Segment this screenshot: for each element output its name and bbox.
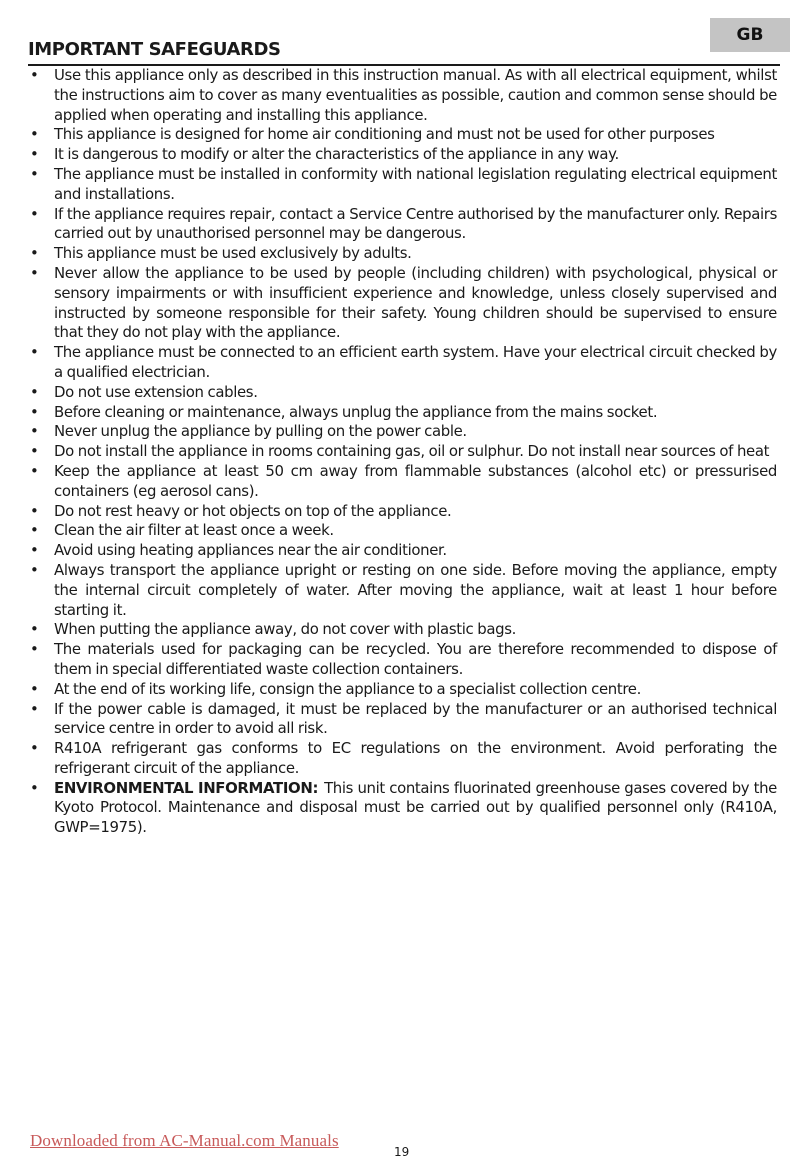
bullet: • xyxy=(30,263,39,282)
list-item xyxy=(28,700,777,740)
list-item xyxy=(28,680,777,700)
list-item-text: R410A refrigerant gas conforms to EC regulations on the environment. Avoid perforating the refrigerant circuit of the appliance. xyxy=(54,739,777,777)
list-item-text: Do not use extension cables. xyxy=(54,382,258,401)
list-item-text: The appliance must be installed in conformity with national legislation regulating electrical equipment and installations. xyxy=(54,164,777,203)
list-item xyxy=(28,383,777,403)
bullet: • xyxy=(30,442,39,461)
page-number: 19 xyxy=(394,1145,410,1159)
safeguards-list xyxy=(28,66,777,838)
list-item-text: This appliance is designed for home air conditioning and must not be used for other purposes xyxy=(54,125,715,144)
list-item-text: This appliance must be used exclusively by adults. xyxy=(54,244,412,263)
list-item-text: Never allow the appliance to be used by people (including children) with psychological, physical or sensory impairments or with insufficient experience and knowledge, unless closely supervised and instructed by someone responsible for their safety. Young children should be supervised to ensure that they do not play with the appliance. xyxy=(54,263,777,342)
list-item-text: Use this appliance only as described in this instruction manual. As with all electrical equipment, whilst the instructions aim to cover as many eventualities as possible, caution and common sense should be applied when operating and installing this appliance. xyxy=(54,66,777,124)
bullet: • xyxy=(30,560,39,579)
list-item xyxy=(28,343,777,383)
language-tab: GB xyxy=(710,18,790,52)
bullet: • xyxy=(30,461,39,480)
download-source-link[interactable]: Downloaded from AC-Manual.com Manuals xyxy=(30,1131,339,1150)
list-item xyxy=(28,205,777,245)
list-item xyxy=(28,145,777,165)
bullet: • xyxy=(30,244,39,263)
bullet: • xyxy=(30,739,39,758)
bullet: • xyxy=(30,164,39,183)
bullet: • xyxy=(30,343,39,362)
bullet: • xyxy=(30,382,39,401)
list-item-text: At the end of its working life, consign the appliance to a specialist collection centre. xyxy=(54,679,641,698)
list-item-text: Never unplug the appliance by pulling on the power cable. xyxy=(54,422,467,441)
page-title: IMPORTANT SAFEGUARDS xyxy=(28,38,780,66)
list-item xyxy=(28,422,777,442)
list-item xyxy=(28,264,777,343)
list-item xyxy=(28,620,777,640)
list-item xyxy=(28,561,777,620)
list-item-text: The appliance must be connected to an efficient earth system. Have your electrical circuit checked by a qualified electrician. xyxy=(54,343,777,381)
list-item xyxy=(28,165,777,205)
bullet: • xyxy=(30,125,39,144)
bullet: • xyxy=(30,541,39,560)
bullet: • xyxy=(30,620,39,639)
bullet: • xyxy=(30,145,39,164)
bullet: • xyxy=(30,66,39,84)
list-item-text: Before cleaning or maintenance, always unplug the appliance from the mains socket. xyxy=(54,402,658,421)
environmental-info-text: This unit contains fluorinated greenhouse gases covered by the Kyoto Protocol. Maintenance and disposal must be carried out by qualified personnel only (R410A, GWP=1975). xyxy=(54,778,777,837)
list-item-text: Always transport the appliance upright or resting on one side. Before moving the appliance, empty the internal circuit completely of water. After moving the appliance, wait at least 1 hour before starting it. xyxy=(54,560,777,619)
list-item-text: Keep the appliance at least 50 cm away from flammable substances (alcohol etc) or pressurised containers (eg aerosol cans). xyxy=(54,461,777,500)
list-item-text: If the appliance requires repair, contact a Service Centre authorised by the manufacturer only. Repairs carried out by unauthorised personnel may be dangerous. xyxy=(54,204,777,243)
list-item xyxy=(28,442,777,462)
list-item xyxy=(28,66,777,125)
bullet: • xyxy=(30,778,39,797)
environmental-info-label: ENVIRONMENTAL INFORMATION: xyxy=(54,778,319,797)
list-item xyxy=(28,521,777,541)
list-item-text: Do not rest heavy or hot objects on top of the appliance. xyxy=(54,501,452,520)
bullet: • xyxy=(30,699,39,718)
list-item-text: It is dangerous to modify or alter the characteristics of the appliance in any way. xyxy=(54,145,619,164)
list-item xyxy=(28,244,777,264)
bullet: • xyxy=(30,422,39,441)
environmental-info-item xyxy=(28,779,777,838)
list-item-text: Avoid using heating appliances near the air conditioner. xyxy=(54,541,447,560)
list-item-text: If the power cable is damaged, it must be replaced by the manufacturer or an authorised technical service centre in order to avoid all risk. xyxy=(54,699,777,738)
list-item xyxy=(28,541,777,561)
list-item xyxy=(28,502,777,522)
bullet: • xyxy=(30,640,39,659)
list-item xyxy=(28,403,777,423)
list-item xyxy=(28,462,777,502)
bullet: • xyxy=(30,402,39,421)
list-item-text: Clean the air filter at least once a week. xyxy=(54,521,334,540)
list-item xyxy=(28,125,777,145)
list-item-text: Do not install the appliance in rooms containing gas, oil or sulphur. Do not install near sources of heat xyxy=(54,442,770,461)
list-item-text: When putting the appliance away, do not cover with plastic bags. xyxy=(54,620,516,639)
bullet: • xyxy=(30,679,39,698)
list-item-text: The materials used for packaging can be recycled. You are therefore recommended to dispose of them in special differentiated waste collection containers. xyxy=(54,640,777,678)
list-item xyxy=(28,739,777,779)
bullet: • xyxy=(30,521,39,540)
bullet: • xyxy=(30,204,39,223)
bullet: • xyxy=(30,501,39,520)
list-item xyxy=(28,640,777,680)
